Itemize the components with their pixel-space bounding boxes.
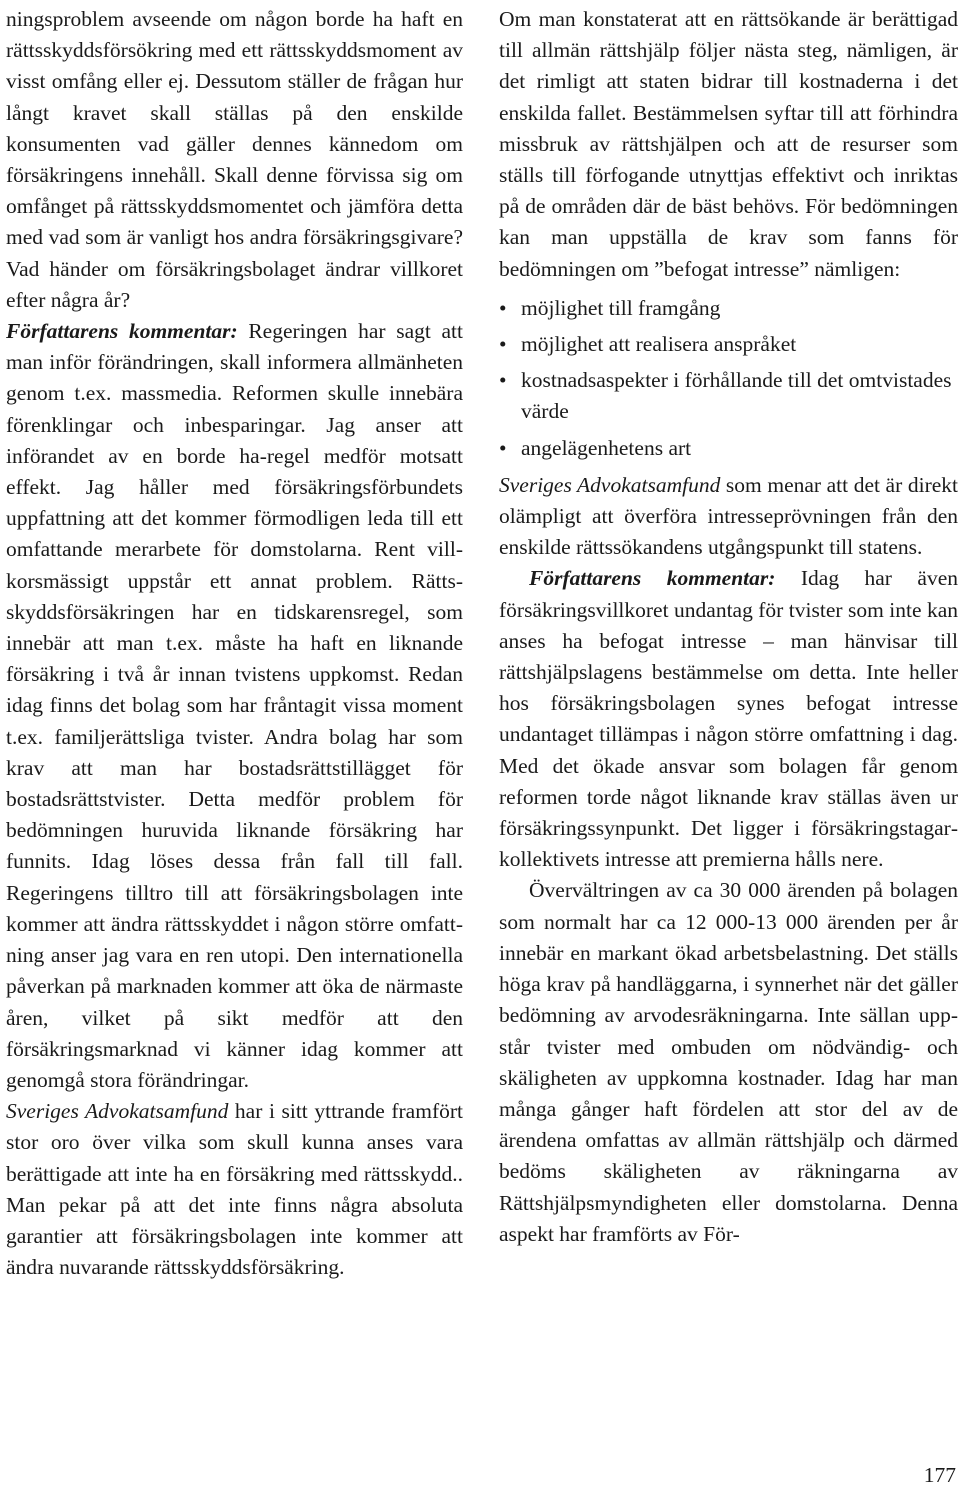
list-item: • kostnadsaspekter i förhållande till det omtvistades värde	[521, 365, 958, 427]
author-comment-label: Författarens kommentar:	[6, 319, 238, 344]
list-item: • möjlighet till framgång	[521, 293, 958, 324]
right-paragraph-3	[499, 563, 958, 875]
right-paragraph-1: Om man konstaterat att en rättsökande är berättigad till allmän rättshjälp följer nästa steg, nämligen, är det rimligt att staten bidrar till kostnaderna i det enskilda fallet. Bestämmelsen syftar till att förhindra missbruk av rättshjälpen och att de resurser som ställs till förfogande utnyttjas effektivt och inriktas på de områden där de bäst behövs. För bedömningen kan man uppställa de krav som fanns för bedömningen om ”befogat intresse” nämligen:	[499, 7, 958, 281]
left-paragraph-2-text: Regeringen har sagt att man inför förändringen, skall informera allmänheten genom t.ex. massmedia. Reformen skulle innebära förenklingar och inbesparingar. Jag anser att införandet av en borde ha-regel medför motsatt effekt. Jag håller med försäkringsförbundets uppfattning att det kommer förmodligen leda till ett omfattande merarbete för domstolarna. Rent villkorsmässigt uppstår ett annat problem. Rättsskyddsförsäkringen har en tidskarensregel, som innebär att man t.ex. måste ha haft en liknande försäkring i två år innan tvistens uppkomst. Redan idag finns det bolag som har fråntagit vissa moment t.ex. familjerättsliga tvister. Andra bolag har som krav att man har bostadsrättstillägget för bostadsrättstvister. Detta medför problem för bedömningen huruvida liknande försäkring har funnits. Idag löses dessa från fall till fall. Regeringens tilltro till att försäkringsbolagen inte kommer att ändra rättsskyddet i någon större omfattning anser jag vara en ren utopi. Den internationella påverkan på marknaden kommer att öka de närmaste åren, vilket på sikt medför att den försäkringsmarknad vi känner idag kommer att genomgå stora förändringar.	[6, 319, 463, 1092]
left-paragraph-2	[6, 316, 463, 1096]
advokatsamfund-label: Sveriges Advokatsamfund	[499, 472, 721, 497]
right-column	[499, 4, 958, 1250]
right-paragraph-3-text: Idag har även försäkringsvillkoret undantag för tvister som inte kan anses ha befogat intresse – man hänvisar till rättshjälpslagens bestämmelse om detta. Inte heller hos försäkringsbolagen synes befogat intresse undantaget tillämpas i någon större omfattning i dag. Med det ökade ansvar som bolagen får genom reformen torde något liknande krav ställas även ur försäkringssynpunkt. Det ligger i försäkringstagarkollektivets intresse att premierna hålls nere.	[499, 566, 958, 872]
left-column	[6, 4, 463, 1283]
left-paragraph-3	[6, 1096, 463, 1283]
page-number: 177	[923, 1463, 956, 1487]
criteria-list	[499, 293, 958, 464]
list-item: • angelägenhetens art	[521, 433, 958, 464]
left-paragraph-1: ningsproblem avseende om någon borde ha haft en rättsskyddsförsökring med ett rättsskyddsmoment av visst omfång eller ej. Dessutom ställer de frågan hur långt kravet skall ställas på den enskilde konsumenten vad gäller dennes kännedom om försäkringens innehåll. Skall denne förvissa sig om omfånget på rättsskyddsmomentet och jämföra detta med vad som är vanligt hos andra försäkringsgivare? Vad händer om försäkringsbolaget ändrar villkoret efter några år?	[6, 7, 463, 312]
list-item: • möjlighet att realisera anspråket	[521, 329, 958, 360]
advokatsamfund-label: Sveriges Advokatsamfund	[6, 1099, 229, 1124]
author-comment-label: Författarens kommentar:	[529, 566, 776, 591]
right-paragraph-4: Övervältringen av ca 30 000 ärenden på bolagen som normalt har ca 12 000-13 000 ärenden per år innebär en markant ökad arbetsbelastning. Det ställs höga krav på handläggarna, i synnerhet när det gäller bedömning av arvodesräkningarna. Inte sällan uppstår tvister med ombuden om nödvändig- och skäligheten av uppkomna kostnader. Idag har man många gånger haft fördelen att stor del av de ärendena omfattas av allmän rättshjälp och därmed bedöms skäligheten av räkningarna av Rättshjälpsmyndigheten eller domstolarna. Denna aspekt har framförts av För-	[499, 878, 958, 1246]
right-paragraph-2	[499, 470, 958, 564]
left-paragraph-3-text: har i sitt yttrande framfört stor oro över vilka som skull kunna anses vara berättigade att inte ha en försäkring med rättsskydd.. Man pekar på att det inte finns några absoluta garantier att försäkringsbolagen inte kommer att ändra nuvarande rättsskyddsförsäkring.	[6, 1099, 463, 1280]
right-paragraph-2-text: som menar att det är direkt olämpligt att överföra intresseprövningen från den enskilde rättssökandens utgångspunkt till statens.	[499, 472, 958, 560]
